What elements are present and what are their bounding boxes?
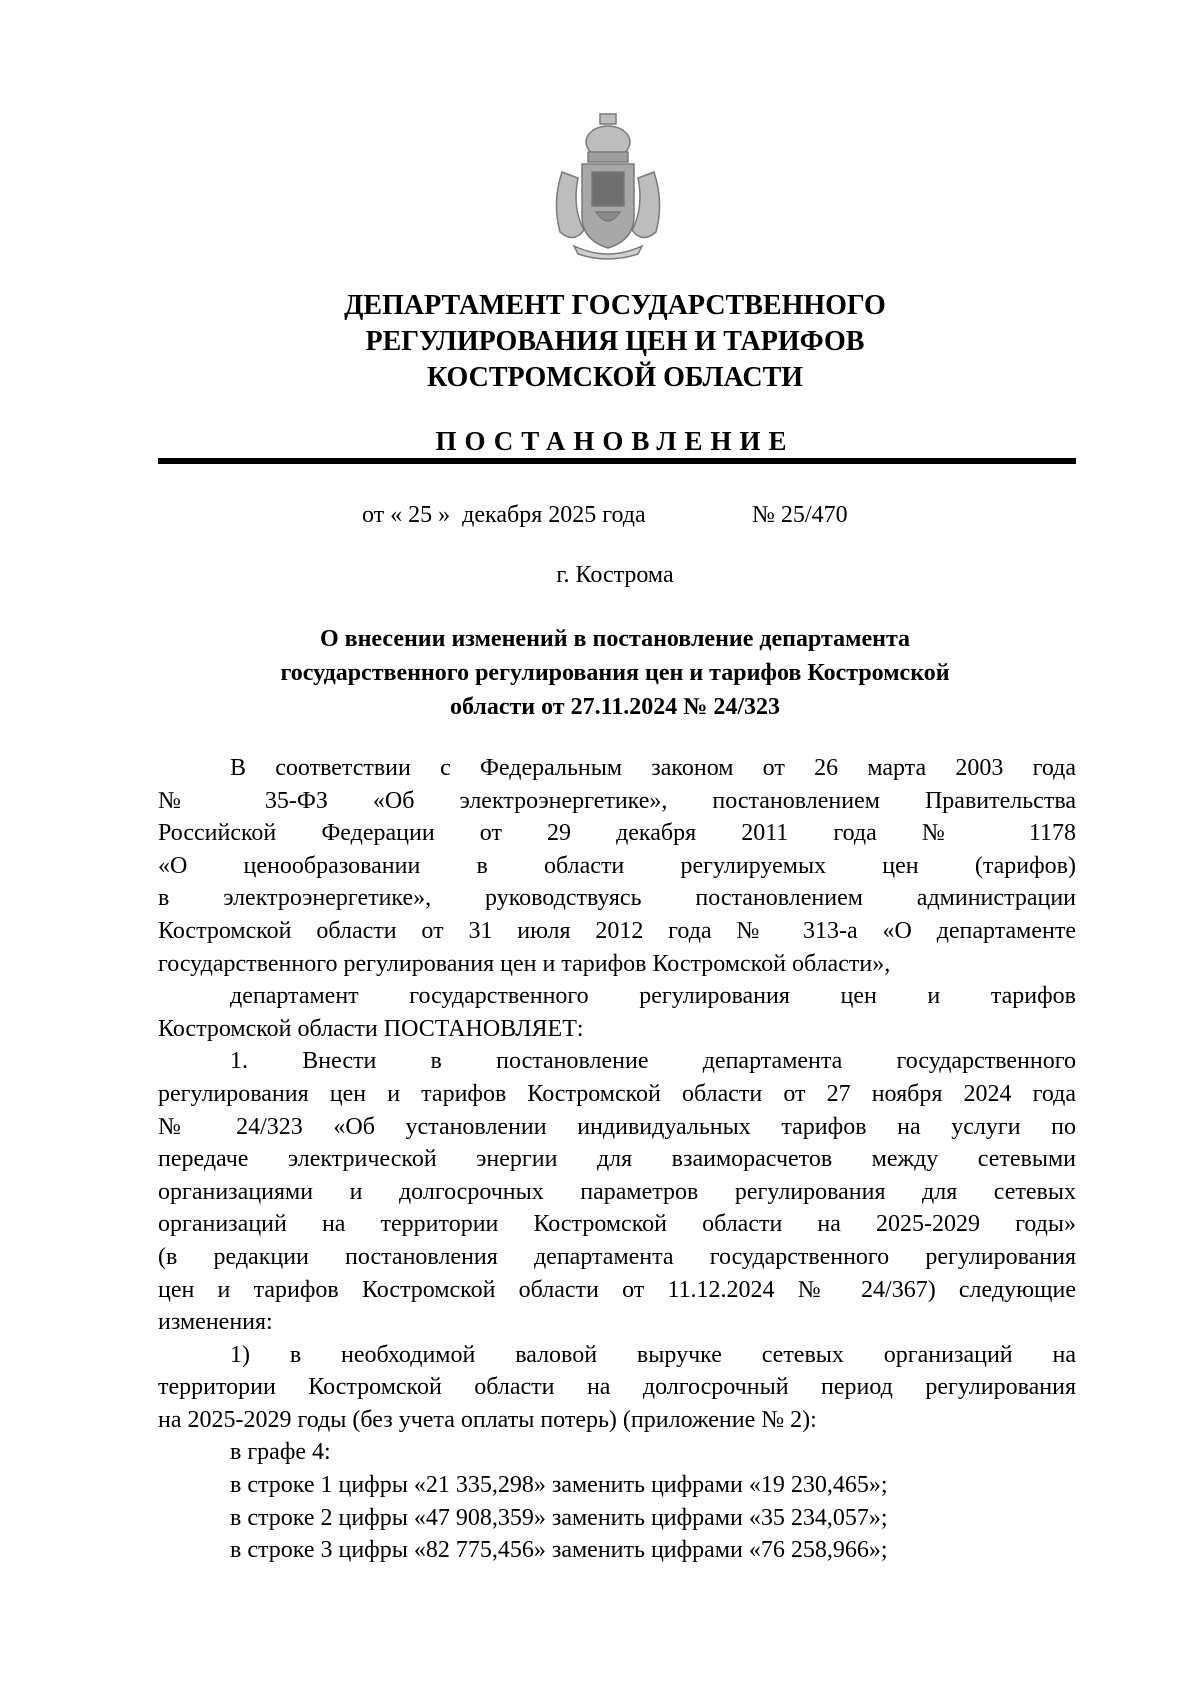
department-line: ДЕПАРТАМЕНТ ГОСУДАРСТВЕННОГО	[344, 290, 886, 321]
change-item: в строке 1 цифры «21 335,298» заменить цифрами «19 230,465»;	[230, 1472, 888, 1499]
change-item: в графе 4:	[230, 1439, 331, 1466]
document-date: от « 25 » декабря 2025 года	[362, 502, 646, 528]
body-line: департамент государственного регулирования цен и тарифов	[230, 983, 1076, 1010]
document-city: г. Кострома	[556, 562, 674, 588]
body-line: Костромской области ПОСТАНОВЛЯЕТ:	[158, 1015, 584, 1042]
subject-line: О внесении изменений в постановление департамента	[319, 626, 911, 652]
document-type: ПОСТАНОВЛЕНИЕ	[435, 426, 795, 456]
body-line: 1) в необходимой валовой выручке сетевых организаций на	[230, 1341, 1076, 1368]
body-line: передаче электрической энергии для взаиморасчетов между сетевыми	[158, 1146, 1076, 1173]
body-line: № 35-ФЗ «Об электроэнергетике», постановлением Правительства	[158, 787, 1076, 814]
document-subject	[150, 622, 1080, 724]
department-line: КОСТРОМСКОЙ ОБЛАСТИ	[426, 362, 804, 393]
subject-line: государственного регулирования цен и тарифов Костромской	[280, 660, 950, 686]
body-line: организаций на территории Костромской области на 2025-2029 годы»	[158, 1211, 1076, 1238]
coat-of-arms-emblem	[548, 112, 668, 260]
body-line: на 2025-2029 годы (без учета оплаты потерь) (приложение № 2):	[158, 1406, 817, 1433]
body-line: В соответствии с Федеральным законом от 26 марта 2003 года	[230, 755, 1076, 781]
document-number: № 25/470	[752, 502, 848, 528]
department-title	[150, 288, 1080, 396]
subject-line: области от 27.11.2024 № 24/323	[449, 694, 781, 720]
body-line: организациями и долгосрочных параметров регулирования для сетевых	[158, 1178, 1076, 1205]
body-line: изменения:	[158, 1309, 273, 1336]
body-line: в электроэнергетике», руководствуясь постановлением администрации	[158, 885, 1076, 912]
body-line: 1. Внести в постановление департамента государственного	[230, 1048, 1076, 1075]
header-divider	[158, 458, 1076, 464]
body-line: регулирования цен и тарифов Костромской области от 27 ноября 2024 года	[158, 1080, 1076, 1107]
document-body	[158, 752, 1076, 1567]
body-line: государственного регулирования цен и тарифов Костромской области»,	[158, 950, 891, 977]
body-line: территории Костромской области на долгосрочный период регулирования	[158, 1374, 1076, 1401]
change-item: в строке 3 цифры «82 775,456» заменить цифрами «76 258,966»;	[230, 1537, 888, 1564]
change-item: в строке 2 цифры «47 908,359» заменить цифрами «35 234,057»;	[230, 1504, 888, 1531]
body-line: (в редакции постановления департамента государственного регулирования	[158, 1243, 1076, 1270]
body-line: цен и тарифов Костромской области от 11.12.2024 № 24/367) следующие	[158, 1276, 1076, 1303]
body-line: «О ценообразовании в области регулируемых цен (тарифов)	[158, 852, 1076, 879]
body-line: Костромской области от 31 июля 2012 года № 313-а «О департаменте	[158, 917, 1076, 944]
department-line: РЕГУЛИРОВАНИЯ ЦЕН И ТАРИФОВ	[365, 326, 865, 357]
body-line: № 24/323 «Об установлении индивидуальных тарифов на услуги по	[158, 1113, 1076, 1140]
body-line: Российской Федерации от 29 декабря 2011 года № 1178	[158, 820, 1076, 847]
